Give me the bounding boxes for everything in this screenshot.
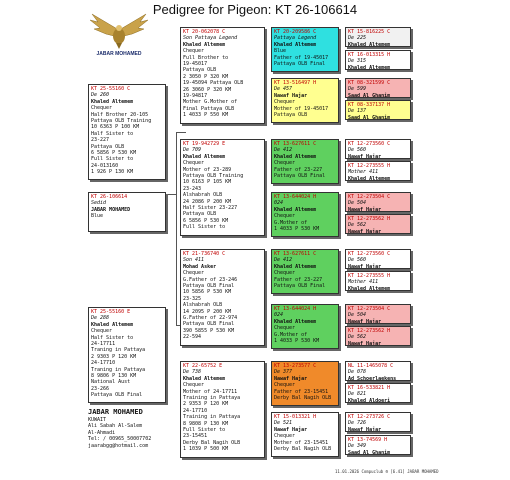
- card-line: 1 926 P 130 KM: [91, 169, 134, 176]
- card-line: Nawaf Hajar: [348, 228, 382, 234]
- card-line: 24 2086 P 200 KM: [183, 198, 232, 205]
- card-line: Full Brother to: [183, 54, 229, 61]
- card-line: Chequer: [274, 99, 296, 106]
- ring-number: KT 08-321599 C: [348, 80, 391, 86]
- card-line: 23-325: [183, 295, 202, 302]
- card-line: Alshabrah OLB: [183, 192, 223, 199]
- owner-detail: jaarabgg@hotmail.com: [88, 442, 149, 449]
- logo-text: JABAR MOHAMED: [96, 51, 142, 57]
- card-line: Full Sister to: [183, 224, 226, 231]
- card-line: 23-227: [91, 137, 110, 144]
- card-line: Mother 411: [348, 279, 379, 286]
- card-line: 024: [274, 200, 284, 207]
- ancestor-card[interactable]: [345, 27, 411, 47]
- card-line: Half Sister 23-227: [183, 205, 238, 212]
- great-grandparent-card[interactable]: [271, 27, 339, 72]
- owner-name: JABAR MOHAMED: [88, 408, 143, 416]
- card-line: Khaled Altemem: [348, 175, 391, 181]
- ring-number: KT 13-74569 H: [348, 437, 388, 443]
- card-line: De 457: [274, 86, 293, 93]
- card-line: 23-266: [91, 385, 110, 392]
- card-line: Khaled Altemem: [274, 41, 317, 48]
- card-line: Mohad Asker: [183, 263, 217, 270]
- card-line: Father of 19-45017: [274, 54, 329, 61]
- card-line: De 288: [91, 315, 110, 322]
- ring-number: KT 12-273562 H: [348, 328, 391, 334]
- card-line: De 412: [274, 147, 293, 154]
- dam-card[interactable]: [88, 307, 166, 403]
- card-line: Training in Pattaya: [183, 395, 241, 402]
- great-grandparent-card[interactable]: [271, 192, 339, 237]
- card-line: Chequer: [183, 270, 205, 277]
- owner-detail: Ali Sabah Al-Salem: [88, 423, 143, 430]
- card-line: Nawaf Hajar: [348, 318, 382, 324]
- card-line: Khaled Aldoeri: [348, 397, 391, 403]
- card-line: De 315: [348, 58, 367, 65]
- card-line: Son Pattaya Legend: [183, 35, 238, 42]
- card-line: De 562: [348, 222, 367, 229]
- ring-number: KT 15-013321 H: [274, 414, 317, 420]
- great-grandparent-card[interactable]: [271, 412, 339, 457]
- ring-number: KT 16-533821 H: [348, 385, 391, 391]
- card-line: 2 9353 P 120 KM: [183, 401, 229, 408]
- card-line: Derby Bal Nagih OLB: [274, 395, 332, 402]
- card-line: De 504: [348, 200, 367, 207]
- great-grandparent-card[interactable]: [271, 249, 339, 294]
- card-line: 24-17710: [183, 407, 208, 414]
- ring-number: KT 12-273560 C: [348, 251, 391, 257]
- card-line: Blue: [274, 48, 287, 55]
- ancestor-card[interactable]: [345, 326, 411, 346]
- ring-number: KT 13-627611 C: [274, 251, 317, 257]
- card-line: 1 4033 P 550 KM: [183, 112, 229, 119]
- card-line: Nawaf Hajar: [274, 375, 308, 382]
- card-line: Sedid: [91, 200, 107, 207]
- card-line: De 709: [183, 147, 202, 154]
- grandparent-card[interactable]: [180, 139, 265, 236]
- card-line: Nawaf Hajar: [348, 206, 382, 212]
- card-line: Chequer: [274, 160, 296, 167]
- card-line: 2 3050 P 320 KM: [183, 73, 229, 80]
- card-line: 8 9806 P 130 KM: [91, 373, 137, 380]
- ring-number: KT 15-816225 C: [348, 29, 391, 35]
- card-line: 19-94817: [183, 93, 208, 100]
- card-line: 6 5856 P 530 KM: [91, 150, 137, 157]
- card-line: Pattaya OLB: [91, 143, 125, 150]
- card-line: Father of 23-227: [274, 276, 323, 283]
- card-line: 024: [274, 312, 284, 319]
- card-line: De 349: [348, 443, 367, 450]
- page-title: Pedigree for Pigeon: KT 26-106614: [152, 2, 358, 17]
- card-line: Pattaya OLB Final: [183, 321, 235, 328]
- card-line: Khaled Altemem: [274, 153, 317, 160]
- card-line: Chequer: [183, 160, 205, 167]
- card-line: Half Brother 20-105: [91, 111, 149, 118]
- card-line: JABAR MOHAMED: [91, 206, 131, 213]
- ring-number: KT 13-644024 H: [274, 306, 317, 312]
- card-line: Mother G.Mother of: [183, 99, 238, 106]
- card-line: De 078: [348, 369, 367, 376]
- card-line: 22-594: [183, 334, 202, 341]
- card-line: Father of 23-227: [274, 166, 323, 173]
- card-line: De 412: [274, 257, 293, 264]
- ring-number: KT 13-627611 C: [274, 141, 317, 147]
- ring-number: KT 08-337137 H: [348, 102, 391, 108]
- ancestor-card[interactable]: [345, 50, 411, 70]
- card-line: Pattaya OLB Final: [183, 283, 235, 290]
- card-line: 10 6363 P 100 KM: [91, 124, 140, 131]
- card-line: 24-17710: [91, 360, 116, 367]
- ring-number: KT 21-736740 C: [183, 251, 226, 257]
- card-line: 23-15451: [183, 433, 208, 440]
- ancestor-card[interactable]: [345, 214, 411, 234]
- card-line: De 377: [274, 369, 293, 376]
- card-line: 14 2095 P 200 KM: [183, 308, 232, 315]
- card-line: 2 9303 P 120 KM: [91, 353, 137, 360]
- eagle-logo-icon: [88, 10, 150, 60]
- owner-detail: Tel: / 00965_50007702: [88, 436, 152, 443]
- card-line: Traning in Pattaya: [91, 366, 146, 373]
- card-line: Saad Al Ghanim: [348, 114, 391, 120]
- card-line: Chequer: [91, 105, 113, 112]
- card-line: De 137: [348, 108, 367, 115]
- ring-number: KT 13-644024 H: [274, 194, 317, 200]
- ancestor-card[interactable]: [345, 78, 411, 98]
- ring-number: KT 20-062078 C: [183, 29, 226, 35]
- great-grandparent-card[interactable]: [271, 361, 339, 406]
- card-line: 24-013160: [91, 162, 119, 169]
- card-line: De 260: [91, 92, 110, 99]
- ring-number: KT 12-273726 C: [348, 414, 391, 420]
- card-line: Khaled Altemem: [348, 285, 391, 291]
- card-line: Chequer: [274, 325, 296, 332]
- card-line: Chequer: [274, 270, 296, 277]
- grandparent-card[interactable]: [180, 27, 265, 124]
- grandparent-card[interactable]: [180, 249, 265, 346]
- ancestor-card[interactable]: [345, 435, 411, 455]
- card-line: Nawaf Hajar: [348, 426, 382, 432]
- card-line: Chequer: [274, 213, 296, 220]
- ring-number: KT 12-273555 H: [348, 163, 391, 169]
- owner-detail: KUWAIT: [88, 417, 107, 423]
- card-line: 1 4033 P 530 KM: [274, 226, 320, 233]
- card-line: 26 3060 P 320 KM: [183, 86, 232, 93]
- ring-number: KT 25-55160 E: [91, 309, 131, 315]
- card-line: Ad Schoerlaekens: [348, 375, 397, 381]
- card-line: Saad Al Ghanim: [348, 92, 391, 98]
- card-line: De 560: [348, 257, 367, 264]
- card-line: 19-45017: [183, 61, 208, 68]
- ring-number: KT 12-273555 H: [348, 273, 391, 279]
- card-line: Full Sister to: [91, 156, 134, 163]
- ring-number: KT 12-273504 C: [348, 306, 391, 312]
- ring-number: KT 12-273560 C: [348, 141, 391, 147]
- card-line: Chequer: [183, 48, 205, 55]
- card-line: Pattaya OLB Final: [274, 173, 326, 180]
- card-line: Pattaya OLB: [274, 112, 308, 119]
- card-line: Khaled Altemem: [183, 41, 226, 48]
- card-line: Nawaf Hajar: [348, 263, 382, 269]
- card-line: Chequer: [274, 433, 296, 440]
- card-line: Derby Bal Nagih OLB: [274, 446, 332, 453]
- card-line: Half Sister to: [91, 130, 134, 137]
- card-line: Mother 411: [348, 169, 379, 176]
- card-line: Khaled Altemem: [274, 318, 317, 325]
- card-line: De 738: [183, 369, 202, 376]
- sire-card[interactable]: [88, 84, 166, 180]
- card-line: Pattaya OLB: [183, 211, 217, 218]
- card-line: Khaled Altemem: [183, 375, 226, 382]
- card-line: Full Sister to: [183, 427, 226, 434]
- card-line: De 504: [348, 312, 367, 319]
- card-line: Khaled Altemem: [183, 153, 226, 160]
- card-line: Father of 23-15451: [274, 388, 329, 395]
- card-line: Son 411: [183, 257, 205, 264]
- ancestor-card[interactable]: [345, 412, 411, 432]
- ring-number: NL 11-1465078 C: [348, 363, 394, 369]
- card-line: De 560: [348, 147, 367, 154]
- card-line: Mother of 23-15451: [274, 439, 329, 446]
- card-line: Blue: [91, 213, 104, 220]
- card-line: 24-17711: [91, 341, 116, 348]
- ancestor-card[interactable]: [345, 271, 411, 291]
- card-line: Derby Bal Nagih OLB: [183, 439, 241, 446]
- card-line: De 521: [274, 420, 293, 427]
- ancestor-card[interactable]: [345, 361, 411, 381]
- ring-number: KT 12-273562 H: [348, 216, 391, 222]
- card-line: Saad Al Ghanim: [348, 449, 391, 455]
- card-line: Pattaya OLB: [183, 67, 217, 74]
- ancestor-card[interactable]: [345, 383, 411, 403]
- subject-pigeon-card[interactable]: [88, 192, 166, 232]
- card-line: 1 1039 P 500 KM: [183, 446, 229, 453]
- ring-number: KT 16-013315 H: [348, 52, 391, 58]
- card-line: G.Father of 22-974: [183, 315, 238, 322]
- card-line: Pattaya OLB Training: [183, 173, 244, 180]
- card-line: Final Pattaya OLB: [183, 105, 235, 112]
- card-line: National Aust: [91, 379, 131, 386]
- footer-text: 11.01.2026 Compuclub ® [6.41] JABAR MOHAMED: [335, 469, 439, 474]
- card-line: Pattaya Legend: [274, 35, 317, 42]
- ring-number: KT 19-942729 E: [183, 141, 226, 147]
- card-line: Pattaya OLB Final: [91, 392, 143, 399]
- card-line: 390 5855 P 530 KM: [183, 327, 235, 334]
- ancestor-card[interactable]: [345, 161, 411, 181]
- card-line: 23-243: [183, 185, 202, 192]
- owner-detail: Al-Ahmadi: [88, 429, 116, 436]
- card-line: Khaled Altemem: [274, 206, 317, 213]
- card-line: 6 5856 P 530 KM: [183, 217, 229, 224]
- ring-number: KT 13-273577 C: [274, 363, 317, 369]
- card-line: Chequer: [91, 328, 113, 335]
- card-line: Pattaya OLB Training: [91, 118, 152, 125]
- card-line: Alshabrah OLB: [183, 302, 223, 309]
- card-line: 8 9808 P 130 KM: [183, 420, 229, 427]
- card-line: Khaled Altemem: [348, 64, 391, 70]
- great-grandparent-card[interactable]: [271, 304, 339, 349]
- card-line: Khaled Altemem: [91, 321, 134, 328]
- great-grandparent-card[interactable]: [271, 78, 339, 123]
- card-line: Nawaf Hajar: [348, 153, 382, 159]
- card-line: 10 5856 P 530 KM: [183, 289, 232, 296]
- card-line: Pattaya OLB Final: [274, 61, 326, 68]
- ancestor-card[interactable]: [345, 139, 411, 159]
- card-line: Nawaf Hajar: [348, 340, 382, 346]
- ring-number: KT 22-65752 E: [183, 363, 223, 369]
- card-line: Pattaya OLB Final: [274, 283, 326, 290]
- card-line: Training in Pattaya: [183, 414, 241, 421]
- card-line: G.Mother of: [274, 331, 308, 338]
- card-line: Chequer: [274, 382, 296, 389]
- card-line: De 726: [348, 420, 367, 427]
- card-line: 19-45094 Pattaya OLB: [183, 80, 244, 87]
- card-line: De 821: [348, 391, 367, 398]
- card-line: 10 6163 P 105 KM: [183, 179, 232, 186]
- ancestor-card[interactable]: [345, 100, 411, 120]
- card-line: Khaled Altemem: [91, 98, 134, 105]
- card-line: G.Mother of: [274, 219, 308, 226]
- ring-number: KT 13-516497 H: [274, 80, 317, 86]
- ring-number: KT 12-273504 C: [348, 194, 391, 200]
- card-line: G.Father of 23-246: [183, 276, 238, 283]
- ring-number: KT 26-106614: [91, 194, 128, 200]
- card-line: Nawaf Hajar: [274, 92, 308, 99]
- card-line: 1 4033 P 530 KM: [274, 338, 320, 345]
- card-line: De 225: [348, 35, 367, 42]
- card-line: Traning in Pattaya: [91, 347, 146, 354]
- ancestor-card[interactable]: [345, 249, 411, 269]
- grandparent-card[interactable]: [180, 361, 265, 458]
- card-line: Mother of 19-45017: [274, 105, 329, 112]
- ring-number: KT 20-209586 C: [274, 29, 317, 35]
- card-line: Half Sister to: [91, 334, 134, 341]
- card-line: Chequer: [183, 382, 205, 389]
- card-line: Mother of 23-289: [183, 166, 232, 173]
- ring-number: KT 25-55160 C: [91, 86, 131, 92]
- ancestor-card[interactable]: [345, 304, 411, 324]
- ancestor-card[interactable]: [345, 192, 411, 212]
- card-line: Nawaf Hajar: [274, 426, 308, 433]
- card-line: Mother of 24-17711: [183, 388, 238, 395]
- card-line: Khaled Altemem: [348, 41, 391, 47]
- card-line: De 562: [348, 334, 367, 341]
- card-line: Khaled Altemem: [274, 263, 317, 270]
- great-grandparent-card[interactable]: [271, 139, 339, 184]
- card-line: De 599: [348, 86, 367, 93]
- owner-info: [88, 408, 188, 449]
